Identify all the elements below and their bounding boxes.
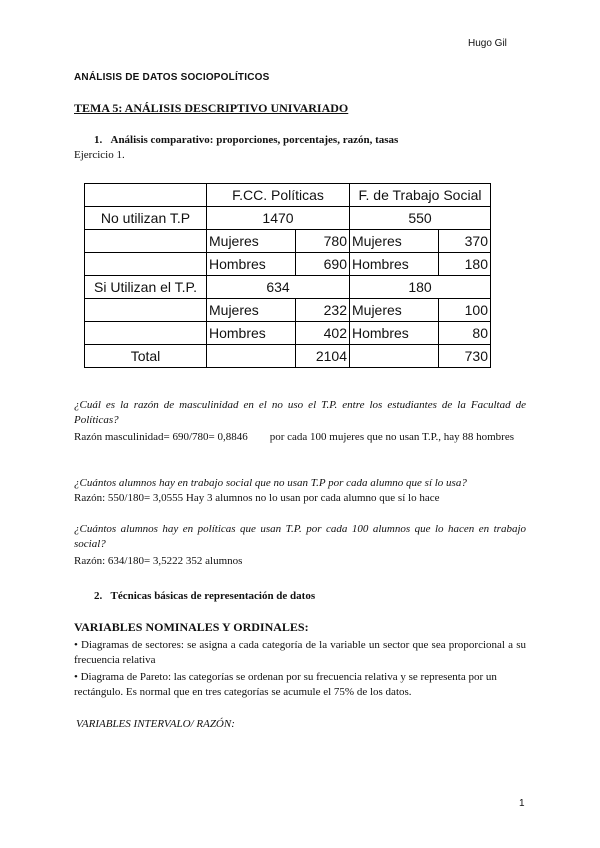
table-header-row bbox=[85, 184, 491, 207]
document-title: ANÁLISIS DE DATOS SOCIOPOLÍTICOS bbox=[74, 72, 270, 83]
answer-1-formula: Razón masculinidad= 690/780= 0,8846 bbox=[74, 431, 248, 443]
section-2-heading bbox=[94, 590, 315, 602]
table-row bbox=[85, 276, 491, 299]
table-cell-empty bbox=[350, 345, 439, 368]
table-row bbox=[85, 322, 491, 345]
page-number: 1 bbox=[519, 798, 525, 809]
row-label-si-utilizan: Si Utilizan el T.P. bbox=[85, 276, 207, 299]
bullet-diagrama-sectores: • Diagramas de sectores: se asigna a cada categoría de la variable un sector que sea proporcional a su frecuencia relativa bbox=[74, 639, 526, 666]
row-label-no-utilizan: No utilizan T.P bbox=[85, 207, 207, 230]
bullet-diagrama-pareto: • Diagrama de Pareto: las categorías se ordenan por su frecuencia relativa y se representa por un rectángulo. Es normal que en tres categorías se acumule el 75% de los datos. bbox=[74, 671, 497, 698]
cell-label: Hombres bbox=[207, 253, 296, 276]
table-cell-empty bbox=[85, 299, 207, 322]
header-author: Hugo Gil bbox=[468, 38, 507, 49]
column-header-trabajo-social: F. de Trabajo Social bbox=[350, 184, 491, 207]
table-row bbox=[85, 299, 491, 322]
table-row bbox=[85, 207, 491, 230]
table-cell-empty bbox=[85, 230, 207, 253]
section-2-title: Técnicas básicas de representación de datos bbox=[110, 590, 316, 602]
exercise-label: Ejercicio 1. bbox=[74, 149, 125, 161]
row-label-total: Total bbox=[85, 345, 207, 368]
table-cell-empty bbox=[85, 322, 207, 345]
table-row bbox=[85, 253, 491, 276]
section-2-number: 2. bbox=[94, 590, 103, 602]
answer-3: Razón: 634/180= 3,5222 352 alumnos bbox=[74, 555, 243, 567]
cell-label: Mujeres bbox=[207, 230, 296, 253]
answer-1-text: por cada 100 mujeres que no usan T.P., hay 88 hombres bbox=[269, 431, 515, 443]
cell-trabajo-no-total: 550 bbox=[350, 207, 491, 230]
cell-label: Hombres bbox=[350, 253, 439, 276]
question-3: ¿Cuántos alumnos hay en políticas que usan T.P. por cada 100 alumnos que lo hacen en trabajo social? bbox=[74, 523, 526, 550]
variables-intervalo-heading: VARIABLES INTERVALO/ RAZÓN: bbox=[76, 718, 235, 730]
cell-value: 232 bbox=[296, 299, 350, 322]
cell-politicas-si-total: 634 bbox=[207, 276, 350, 299]
table-corner-cell bbox=[85, 184, 207, 207]
cell-label: Hombres bbox=[207, 322, 296, 345]
cell-trabajo-si-total: 180 bbox=[350, 276, 491, 299]
table-row bbox=[85, 230, 491, 253]
table-total-row bbox=[85, 345, 491, 368]
answer-1 bbox=[74, 430, 526, 445]
cell-value: 402 bbox=[296, 322, 350, 345]
cell-label: Hombres bbox=[350, 322, 439, 345]
column-header-politicas: F.CC. Políticas bbox=[207, 184, 350, 207]
section-1-heading bbox=[94, 134, 398, 146]
cell-value: 370 bbox=[439, 230, 491, 253]
cell-total-politicas: 2104 bbox=[296, 345, 350, 368]
cell-value: 100 bbox=[439, 299, 491, 322]
cell-label: Mujeres bbox=[350, 299, 439, 322]
answer-2: Razón: 550/180= 3,0555 Hay 3 alumnos no lo usan por cada alumno que sí lo hace bbox=[74, 492, 440, 504]
cell-label: Mujeres bbox=[207, 299, 296, 322]
cell-value: 180 bbox=[439, 253, 491, 276]
cell-politicas-no-total: 1470 bbox=[207, 207, 350, 230]
section-1-number: 1. bbox=[94, 134, 103, 146]
section-1-title: Análisis comparativo: proporciones, porcentajes, razón, tasas bbox=[110, 134, 399, 146]
cell-total-trabajo: 730 bbox=[439, 345, 491, 368]
cell-label: Mujeres bbox=[350, 230, 439, 253]
table-cell-empty bbox=[85, 253, 207, 276]
question-1: ¿Cuál es la razón de masculinidad en el no uso el T.P. entre los estudiantes de la Facultad de Políticas? bbox=[74, 399, 526, 426]
topic-title: TEMA 5: ANÁLISIS DESCRIPTIVO UNIVARIADO bbox=[74, 101, 349, 115]
cell-value: 690 bbox=[296, 253, 350, 276]
cell-value: 780 bbox=[296, 230, 350, 253]
question-2: ¿Cuántos alumnos hay en trabajo social que no usan T.P por cada alumno que sí lo usa? bbox=[74, 477, 467, 489]
data-table bbox=[84, 183, 491, 368]
cell-value: 80 bbox=[439, 322, 491, 345]
table-cell-empty bbox=[207, 345, 296, 368]
variables-nominales-heading: VARIABLES NOMINALES Y ORDINALES: bbox=[74, 620, 309, 634]
